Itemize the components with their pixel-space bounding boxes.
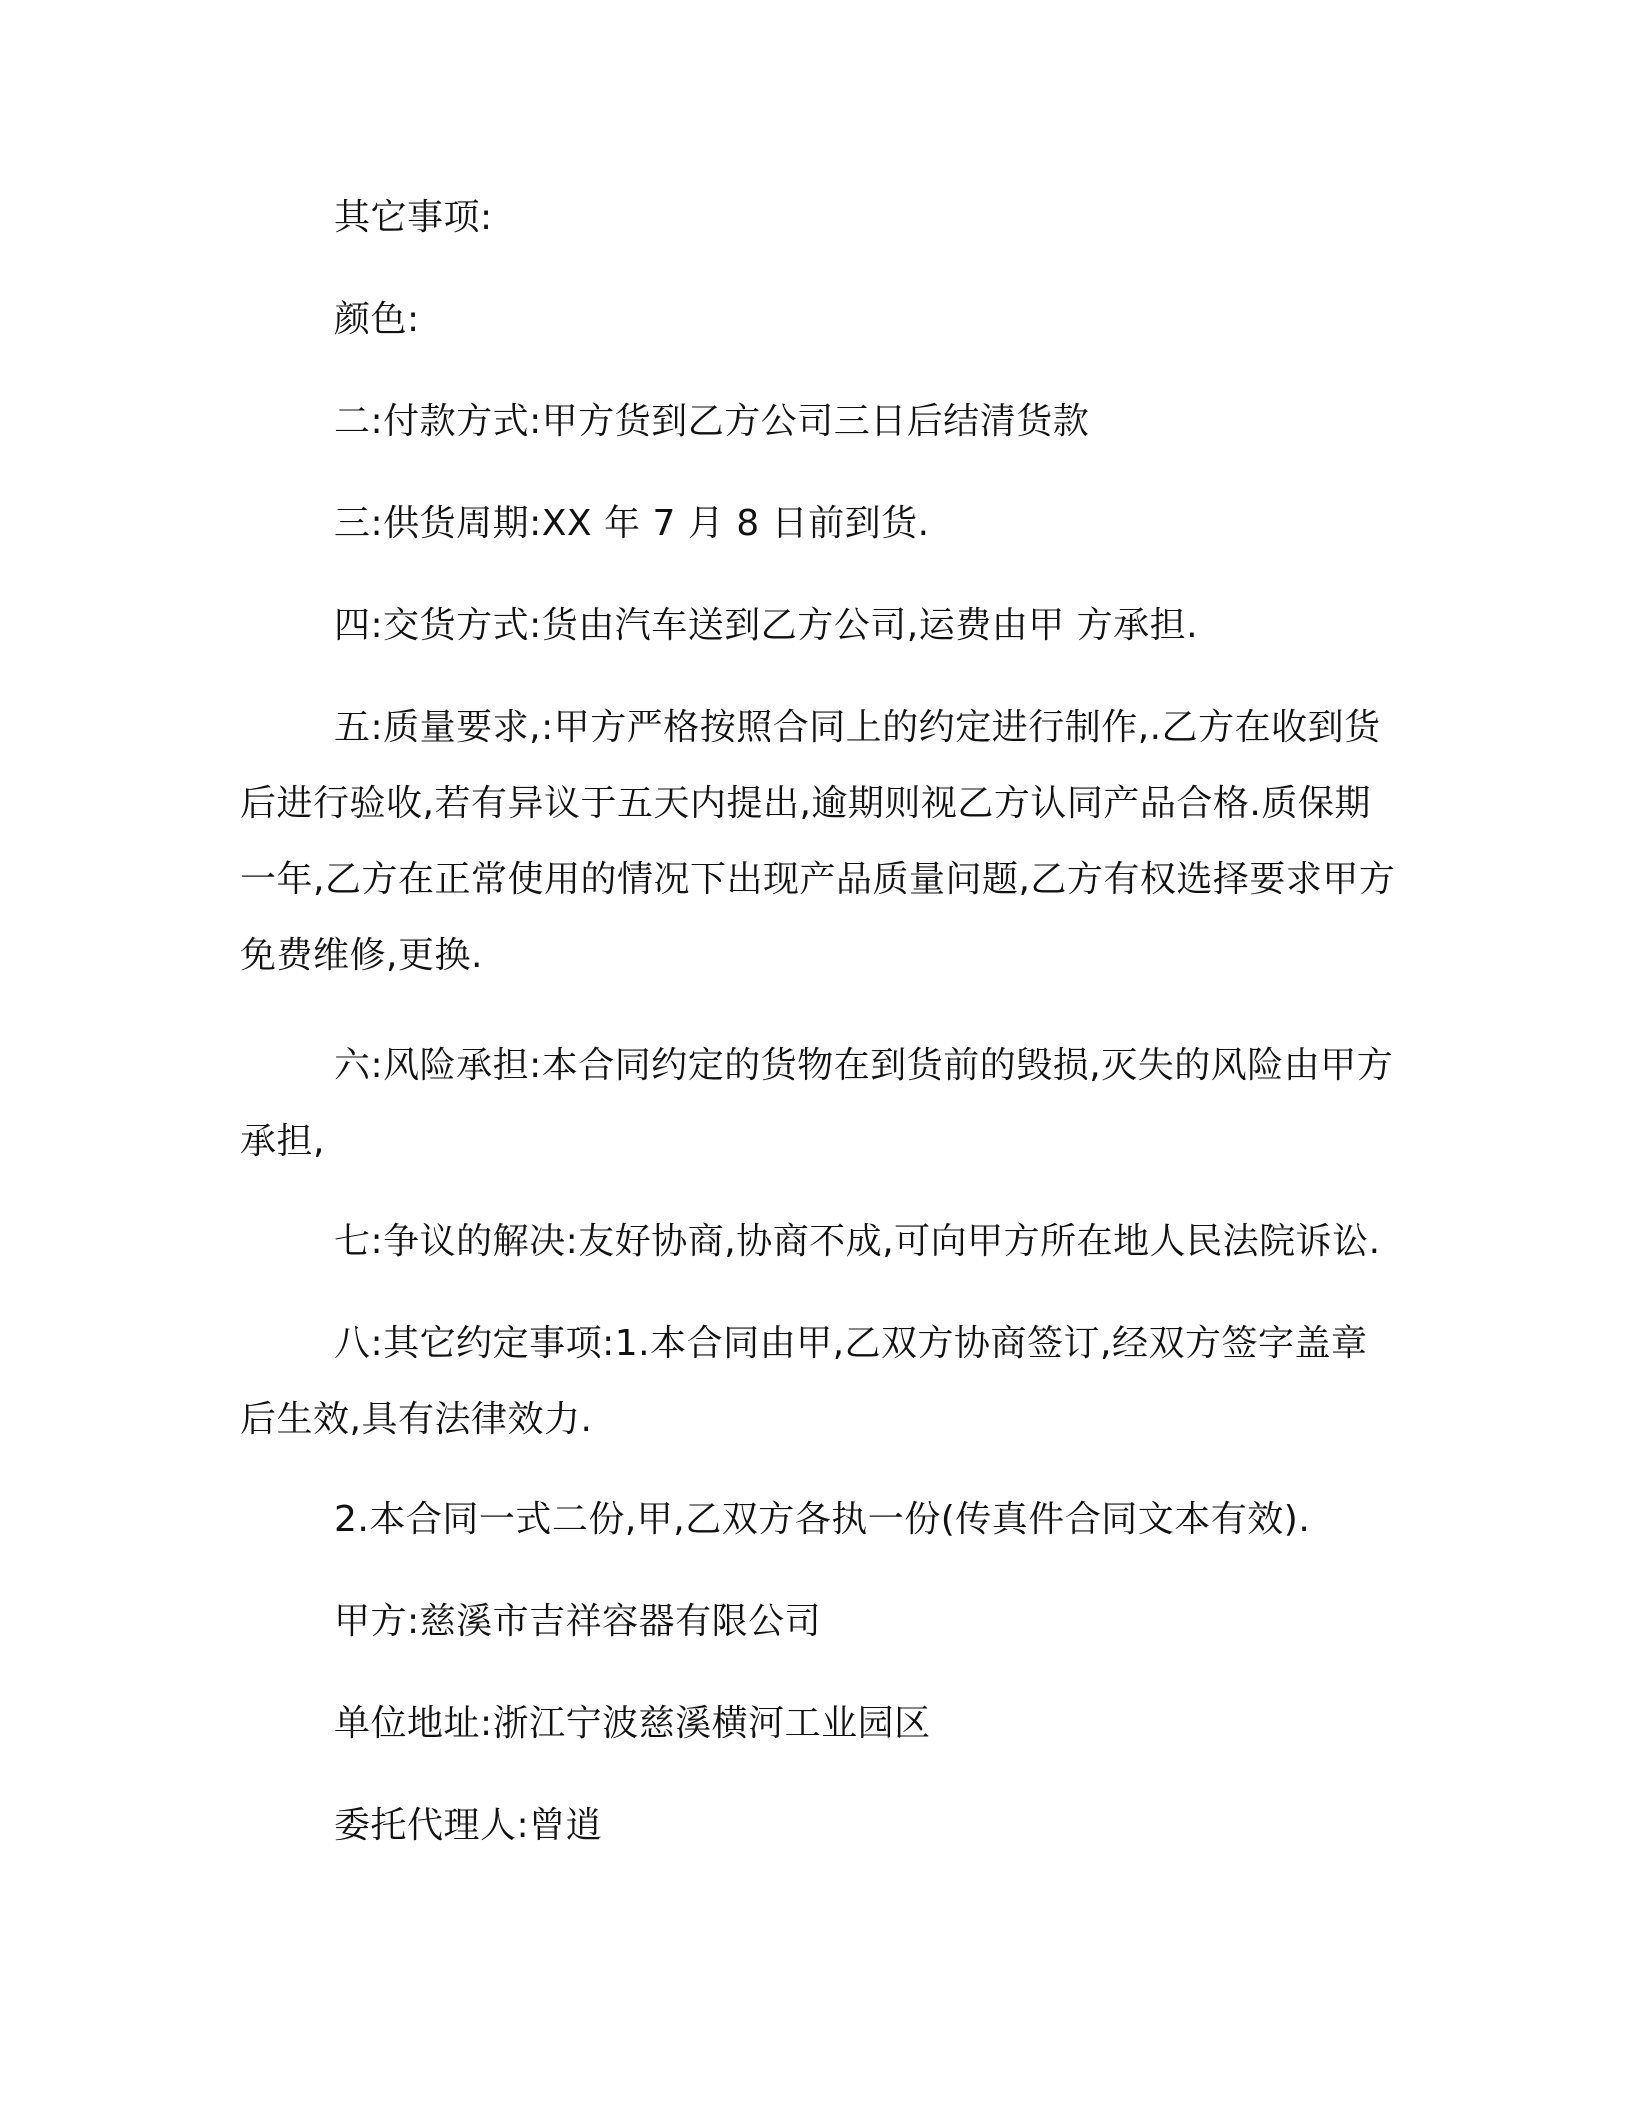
para-party-a: 甲方:慈溪市吉祥容器有限公司 (334, 1601, 822, 1642)
para-risk: 六:风险承担:本合同约定的货物在到货前的毁损,灭失的风险由甲方承担, (240, 1045, 1394, 1162)
para-other-matters: 其它事项: (334, 197, 493, 238)
para-agent: 委托代理人:曾逍 (334, 1805, 603, 1846)
para-quality: 五:质量要求,:甲方严格按照合同上的约定进行制作,.乙方在收到货后进行验收,若有异议于五天内提出,逾期则视乙方认同产品合格.质保期一年,乙方在正常使用的情况下出现产品质量问题,乙方有权选择要求甲方免费维修,更换. (240, 707, 1396, 976)
para-supply-period: 三:供货周期:XX 年 7 月 8 日前到货. (334, 503, 930, 544)
para-payment: 二:付款方式:甲方货到乙方公司三日后结清货款 (334, 401, 1090, 442)
para-copies: 2.本合同一式二份,甲,乙双方各执一份(传真件合同文本有效). (334, 1499, 1311, 1540)
para-address: 单位地址:浙江宁波慈溪横河工业园区 (334, 1703, 931, 1744)
para-delivery: 四:交货方式:货由汽车送到乙方公司,运费由甲 方承担. (334, 605, 1199, 646)
para-other-terms: 八:其它约定事项:1.本合同由甲,乙双方协商签订,经双方签字盖章后生效,具有法律效力. (240, 1323, 1368, 1440)
para-color: 颜色: (334, 299, 420, 340)
para-dispute: 七:争议的解决:友好协商,协商不成,可向甲方所在地人民法院诉讼. (334, 1221, 1381, 1262)
